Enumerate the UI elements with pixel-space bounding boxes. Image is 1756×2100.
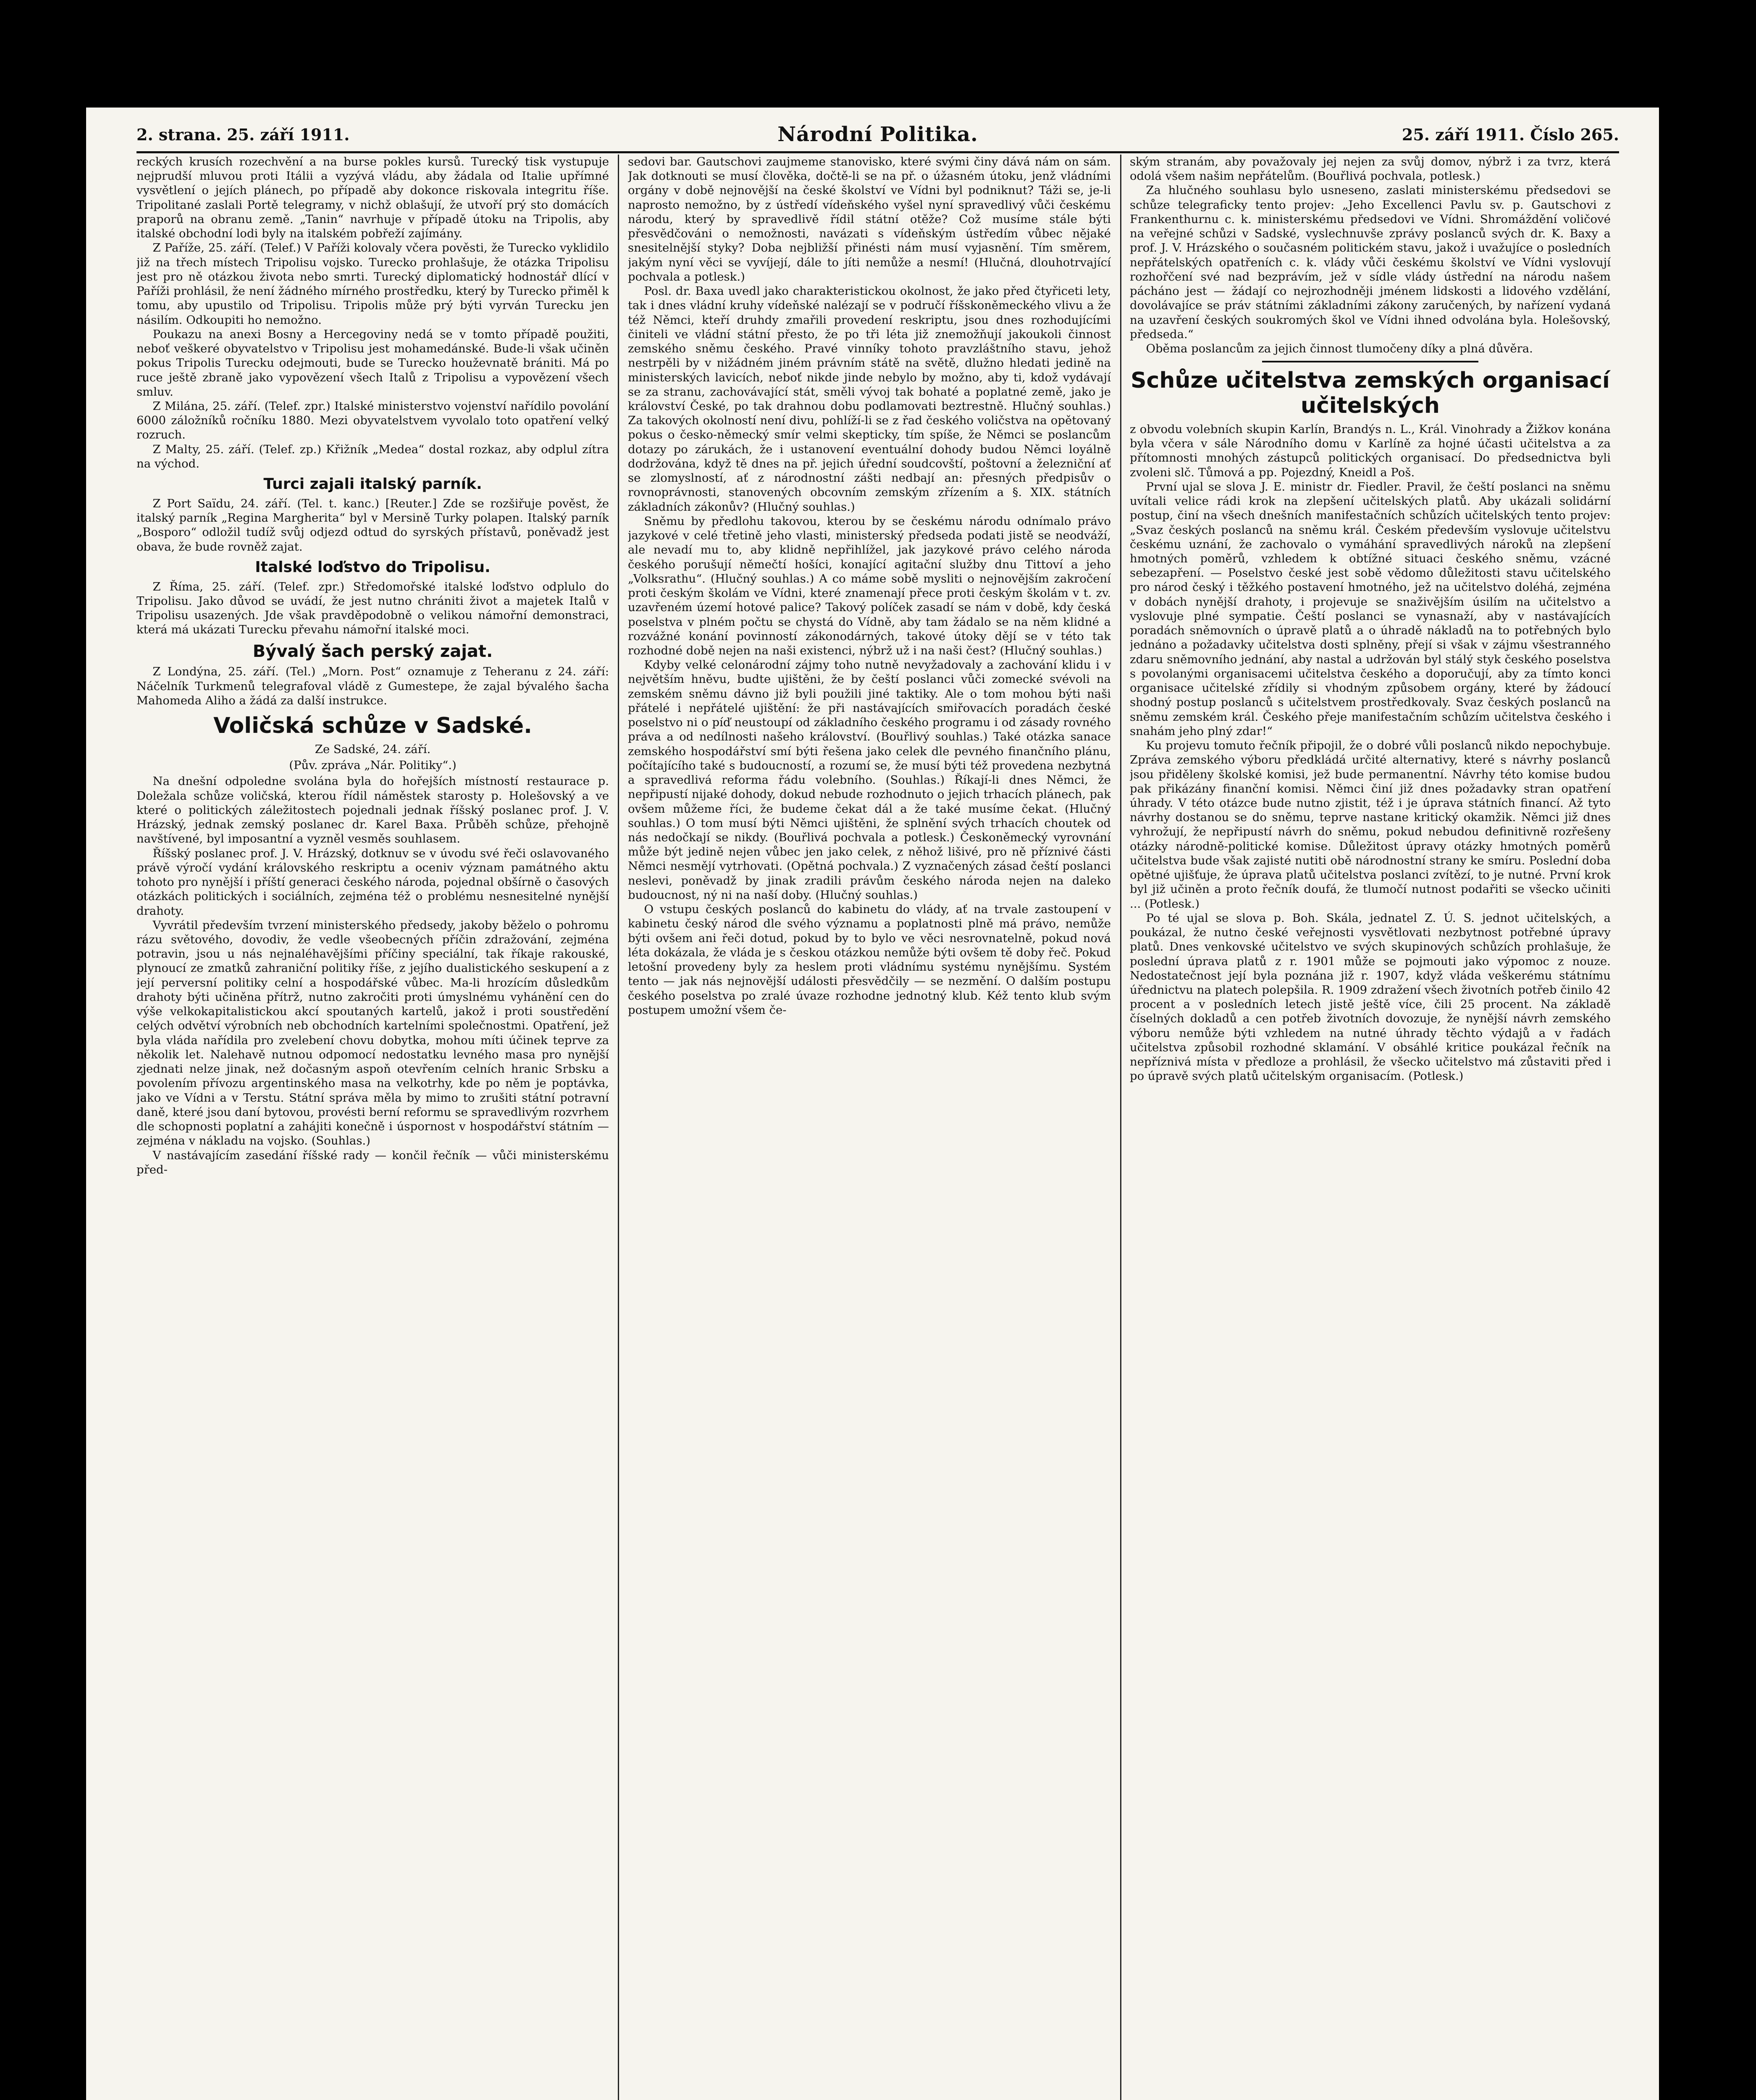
paragraph: Z Milána, 25. září. (Telef. zpr.) Italské ministerstvo vojenství nařídilo povolání 6000 záložníků ročníku 1880. Mezi obyvatelstvem vyvolalo toto opatření velký rozruch.	[136, 399, 609, 442]
paragraph: Posl. dr. Baxa uvedl jako charakteristickou okolnost, že jako před čtyřiceti lety, tak i dnes vládní kruhy vídeňské nalézají se v područí říšskoněmeckého vlivu a že též Němci, kteří druhdy zmařili provedení reskriptu, jsou dnes rozhodujícími činiteli ve vládní státní přesto, že po tři léta již znemožňují jakoukoli činnost zemského sněmu českého. Pravé vinníky tohoto pravzláštního stavu, jehož nestrpěli by v nižádném jiném právním státě na světě, dlužno hledati jedině na ministerských lavicích, neboť nikde jinde nebylo by možno, aby ti, kdož vydávají se za stranu, zachovávající stát, směli vývoj tak bohaté a poplatné země, jako je království České, po tak drahnou dobu podlamovati beztrestně. Hlučný souhlas.) Za takových okolností není divu, pohlíží-li se z řad českého voličstva na opětovaný pokus o česko-německý smír velmi skepticky, tím spíše, že Němci se poslancům dotazy po zárukách, že i ustanovení eventuální dohody budou Němci loyálně dodržována, když tě dnes na př. jejich úřední soudcovští, poštovní a železniční ať se zlomyslností, ať z národnostní zášti nedbají an: přesných předpisův o rovnoprávnosti, stanovených obcovním zemským zřízením a §. XIX. státních základních zákonův? (Hlučný souhlas.)	[628, 284, 1111, 514]
paragraph: Po té ujal se slova p. Boh. Skála, jednatel Z. Ú. S. jednot učitelských, a poukázal, že nutno české veřejnosti vysvětlovati nezbytnost potřebné úpravy platů. Dnes venkovské učitelstvo ve svých skupinových schůzích prohlašuje, že poslední úprava platů z r. 1901 může se pojmouti jako výpomoc z nouze. Nedostatečnost její byla poznána již r. 1907, když vláda veškerému státnímu úřednictvu na platech polepšila. R. 1909 zdražení všech životních potřeb činilo 42 procent a v posledních letech jistě ještě více, čili 25 procent. Na základě číselných dokladů a cen potřeb životních dovozuje, že nynější návrh zemského výboru nemůže býti vzhledem na nutné úhrady těchto výdajů a v řadách učitelstva způsobil rozhodné sklamání. V obsáhlé kritice poukázal řečník na nepříznivá místa v předloze a prohlásil, že všecko učitelstvo má zůstaviti před i po úpravě svých platů učitelským organisacím. (Potlesk.)	[1130, 911, 1611, 1083]
paragraph: Na dnešní odpoledne svolána byla do hořejších místností restaurace p. Doležala schůze voličská, kterou řídil náměstek starosty p. Holešovský a ve které o politických záležitostech pojednali jednak říšský poslanec prof. J. V. Hrázský, jednak zemský poslanec dr. Karel Baxa. Průběh schůze, přehojně navštívené, byl imposantní a vyzněl vesměs souhlasem.	[136, 774, 609, 846]
dateline: Ze Sadské, 24. září.	[315, 742, 431, 756]
paragraph: z obvodu volebních skupin Karlín, Brandýs n. L., Král. Vinohrady a Žižkov konána byla včera v sále Národního domu v Karlíně za hojné účasti učitelstva a za přítomnosti mnohých zástupců politických organisací. Do předsednictva byli zvoleni slč. Tůmová a pp. Pojezdný, Kneidl a Poš.	[1130, 422, 1611, 479]
headline: Italské loďstvo do Tripolisu.	[255, 558, 491, 576]
paragraph: Z Port Saïdu, 24. září. (Tel. t. kanc.) [Reuter.] Zde se rozšiřuje pověst, že italský parník „Regina Margherita“ byl v Mersině Turky polapen. Italský parník „Bosporo“ odložil tudíž svůj odjezd odtud do syrských přístavů, poněvadž jest obava, že bude rovněž zajat.	[136, 496, 609, 554]
masthead-title: Národní Politika.	[777, 123, 978, 146]
paragraph: Oběma poslancům za jejich činnost tlumočeny díky a plná důvěra.	[1146, 342, 1533, 356]
running-header	[136, 116, 1619, 153]
newspaper-page	[86, 108, 1659, 2100]
headline: Voličská schůze v Sadské.	[213, 713, 532, 739]
headline: Schůze učitelstva zemských organisací učitelských	[1131, 368, 1610, 419]
paragraph: Z Londýna, 25. září. (Tel.) „Morn. Post“ oznamuje z Teheranu z 24. září: Náčelník Turkmenů telegrafoval vládě z Gumestepe, že zajal bývalého šacha Mahomeda Aliho a žádá za další instrukce.	[136, 665, 609, 707]
paragraph: Za hlučného souhlasu bylo usneseno, zaslati ministerskému předsedovi se schůze telegraficky tento projev: „Jeho Excellenci Pavlu sv. p. Gautschovi z Frankenthurnu c. k. ministerskému předsedovi ve Vídni. Shromáždění voličové na veřejné schůzi v Sadské, vyslechnuvše zprávy poslanců svých dr. K. Baxy a prof. J. V. Hrázského o současném politickém stavu, jakož i uvažujíce o posledních nepřátelských opatřeních c. k. vlády vůči českému školství ve Vídni vyslovují rozhořčení své nad bezprávím, jež v sídle vlády ústřední na národu našem pácháno jest — žádají co nejrozhodněji jménem lidskosti a lidového vzdělání, dovolávajíce se práv státními základními zákony zaručených, by nařízení vydaná na uzavření českých soukromých škol ve Vídni ihned odvolána byla. Holešovský, předseda.“	[1130, 184, 1611, 341]
section-divider	[1262, 361, 1478, 362]
paragraph: V nastávajícím zasedání říšské rady — končil řečník — vůči ministerskému před-	[136, 1148, 609, 1176]
column-rule	[618, 155, 619, 2100]
paragraph: sedovi bar. Gautschovi zaujmeme stanovisko, které svými činy dává nám on sám. Jak dotknouti se musí člověka, dočtě-li se na př. o úžasném útoku, jenž vládními orgány v době nejnovější na české školství ve Vídni byl podniknut? Táži se, je-li naprosto nemožno, by z ústředí vídeňského vyšel nyní spravedlivý vůči českému národu, který by spravedlivě řídil státní otěže? Což musíme stále býti přesvědčováni o nemožnosti, navázati s vídeňským ústředím vůbec nějaké snesitelnější styky? Doba nejbližší přinésti nám musí vyjasnění. Tím směrem, jakým nyní věci se vyvíjejí, dále to jíti nemůže a nesmí! (Hlučná, dlouhotrvající pochvala a potlesk.)	[628, 155, 1111, 284]
paragraph: O vstupu českých poslanců do kabinetu do vlády, ať na trvale zastoupení v kabinetu český národ dle svého významu a poplatnosti plně má právo, nemůže býti ovšem ani řeči dotud, pokud by to bylo ve věci nesrovnatelně, pokud nová léta dokázala, že vláda je s českou otázkou nemůže býti ovšem tě doby řeč. Pokud letošní provedeny byly za heslem proti vládnímu systému nynějšímu. Systém tento — jak nás nejnovější události přesvědčily — se nezmění. O dalším postupu českého poselstva po zralé úvaze rozhodne jednotný klub. Kéž tento klub svým postupem umožní všem če-	[628, 903, 1111, 1017]
paragraph: První ujal se slova J. E. ministr dr. Fiedler. Pravil, že čeští poslanci na sněmu uvítali velice rádi krok na zlepšení učitelských platů. Aby ukázali solidární postup, činí na všech dnešních manifestačních schůzích učitelských tento projev: „Svaz českých poslanců na sněmu král. Českém především vyslovuje učitelstvu českému uznání, že zachovalo o vymáhání spravedlivých nároků na zlepšení hmotných poměrů, vzhledem k obtížné situaci českého sněmu, vzácné sebezapření. — Poselstvo české jest sobě vědomo důležitosti stavu učitelského pro národ český i těžkého postavení hmotného, jež na učitelstvo doléhá, zejména v dobách nynější drahoty, i projevuje se snaživějším úsilím na učitelstvo a vyslovuje plné sympatie. Čeští poslanci se vynasnaží, aby v nastávajících poradách sněmovních o úpravě platů a o úhradě nákladů na to potřebných bylo jednáno a požadavky učitelstva dosti splněny, přejí si však v zájmu všestranného zdaru sněmovního jednání, aby nastal a udržován byl stálý styk českého poselstva s povolanými organisacemi učitelstva českého a doporučují, aby za tímto konci organisace učitelské zřídily si vhodným způsobem orgány, které by žádoucí shodný postup poslanců s učitelstvem prostředkovaly. Svaz českých poslanců na sněmu zemském král. Českého přeje manifestačním schůzím učitelstva českého i snahám jeho plný zdar!“	[1130, 480, 1611, 738]
paragraph: ským stranám, aby považovaly jej nejen za svůj domov, nýbrž i za tvrz, která odolá všem našim nepřátelům. (Bouřlivá pochvala, potlesk.)	[1130, 155, 1611, 183]
paragraph: Z Malty, 25. září. (Telef. zp.) Křižník „Medea“ dostal rozkaz, aby odplul zítra na východ.	[136, 442, 609, 470]
paragraph: Říšský poslanec prof. J. V. Hrázský, dotknuv se v úvodu své řeči oslavovaného právě výročí vydání královského reskriptu a oceniv význam památného aktu tohoto pro nynější i příští generaci českého národa, pojednal obšírně o časových otázkách politických i sociálních, zejména též o problému nesnesitelné nynější drahoty.	[136, 846, 609, 918]
column-3	[1130, 155, 1611, 2100]
paragraph: reckých krusích rozechvění a na burse pokles kursů. Turecký tisk vystupuje nejprudší mluvou proti Itálii a vyzývá vládu, aby žádala od Italie upřímné vysvětlení o jejích plánech, po případě aby dokonce riskovala integritu říše. Tripolitané zaslali Portě telegramy, v nichž oblašují, že utvoří prý sto domácích praporů na obranu země. „Tanin“ navrhuje v případě útoku na Tripolis, aby italské obchodní lodi byly na italském pobřeží zajímány.	[136, 155, 609, 241]
header-right: 25. září 1911. Číslo 265.	[1402, 125, 1619, 144]
column-rule	[1120, 155, 1121, 2100]
headline: Bývalý šach perský zajat.	[252, 641, 493, 661]
paragraph: Poukazu na anexi Bosny a Hercegoviny nedá se v tomto případě použiti, neboť veškeré obyvatelstvo v Tripolisu jest mohamedánské. Bude-li však učiněn pokus Tripolis Turecku odejmouti, bude se Turecko houževnatě brániti. Má po ruce ještě zbraně jako vypovězení všech Italů z Tripolisu a vypovězení všech smluv.	[136, 327, 609, 399]
paragraph: Ku projevu tomuto řečník připojil, že o dobré vůli poslanců nikdo nepochybuje. Zpráva zemského výboru předkládá určité alternativy, které s návrhy poslanců jsou přiděleny školské komisi, jež bude permanentní. Návrhy této komise budou pak přikázány finanční komisi. Němci činí již dnes požadavky stran opatření úhrady. V této otázce bude nutno zjistit, též i je úprava státních financí. Až tyto návrhy dostanou se do sněmu, teprve nastane kritický okamžik. Němci již dnes vyhrožují, že nepřipustí návrh do sněmu, pokud nebudou definitivně rozřešeny otázky národně-politické komise. Důležitost úpravy otázky hmotných poměrů učitelstva bude však zajisté nutiti obě národnostní strany ke smíru. Poslední doba opětné ujišťuje, že úprava platů učitelstva poslanci zvítězí, to je nutné. První krok byl již učiněn a proto řečník doufá, že tlumočí nutnost podařiti se všecko učiniti ... (Potlesk.)	[1130, 739, 1611, 911]
paragraph: Z Říma, 25. září. (Telef. zpr.) Středomořské italské loďstvo odplulo do Tripolisu. Jako důvod se uvádí, že jest nutno chrániti život a majetek Italů v Tripolisu usazených. Jde však pravděpodobně o velikou námořní demonstraci, která má ukázati Turecku převahu námořní italské moci.	[136, 580, 609, 637]
source-note: (Pův. zpráva „Nár. Politiky“.)	[289, 759, 457, 772]
paragraph: Kdyby velké celonárodní zájmy toho nutně nevyžadovaly a zachování klidu i v největším hněvu, budte ujištěni, že by čeští poslanci vůči zomecké svévoli na zemském sněmu dávno již byli použili jiné taktiky. Ale o tom mohou býti naši přátelé i nepřátelé ujištění: že při nastávajících smiřovacích poradách české poselstvo ni o píď neustoupí od základního českého programu i od zásady rovného práva a od nedílnosti našeho království. (Bouřlivý souhlas.) Také otázka sanace zemského hospodářství smí býti řešena jako celek dle pevného finančního plánu, počítajícího také s budoucností, a rozumí se, že musí býti též provedena nezbytná a spravedlivá reforma řádu volebního. (Souhlas.) Říkají-li dnes Němci, že nepřipustí nijaké dohody, dokud nebude rozhodnuto o jejich trhacích plánech, pak ovšem můžeme říci, že budeme čekat dál a že také musíme čekat. (Hlučný souhlas.) O tom musí býti Němci ujištěni, že splnění svých trhacích choutek od nás nedočkají se nikdy. (Bouřlivá pochvala a potlesk.) Českoněmecký vyrovnání může být jedině nejen vůbec jen jako celek, z něhož lišivé, pro ně příznivé části Němci nesmějí vytrhovati. (Opětná pochvala.) Z vyznačených zásad čeští poslanci neslevi, poněvadž by jinak zradili právům českého národa nejen na daleko budoucnost, ný ni na naší doby. (Hlučný souhlas.)	[628, 658, 1111, 902]
paragraph: Vyvrátil především tvrzení ministerského předsedy, jakoby běželo o pohromu rázu světového, dovodiv, že vedle všeobecných příčin zdražování, zejména potravin, jsou u nás nejnaléhavějšími příčiny speciální, tak říkaje rakouské, plynoucí ze zmatků zahraniční politiky říše, z jejího dualistického seskupení a z její perversní politiky celní a hospodářské vůbec. Ma-li hrozícím důsledkům drahoty býti učiněna přítrž, nutno zakročiti proti úmyslnému vyhánění cen do výše velkokapitalistickou akcí spoutaných kartelů, jakož i proti soustředění celých odvětví výrobních neb obchodních kartelními společnostmi. Opatření, jež byla vláda nařídila pro zvelebení chovu dobytka, mohou míti účinek teprve za několik let. Nalehavě nutnou odpomocí nedostatku levného masa pro nynější zjednati nelze jinak, než dočasným aspoň otevřením celních hranic Srbsku a povolením přívozu argentinského masa na velkotrhy, kde po něm je poptávka, jako ve Vídni a v Terstu. Státní správa měla by mimo to zrušiti státní potravní daně, které jsou daní bytovou, provésti berní reformu se spravedlivým rozvrhem dle schopnosti poplatní a zahájiti konečně i úspornost v hospodářství státním — zejména v nákladu na vojsko. (Souhlas.)	[136, 918, 609, 1148]
headline: Turci zajali italský parník.	[263, 475, 482, 493]
column-1	[136, 155, 609, 2100]
column-2	[628, 155, 1111, 2100]
paragraph: Sněmu by předlohu takovou, kterou by se českému národu odnímalo právo jazykové v celé třetině jeho vlasti, ministerský předseda podati jistě se neodváží, ale nevadí mu to, aby klidně nepřihlížel, jak jazykové právo celého národa českého porušují němečtí hošíci, konající agitační služby dnu Tittoví a jeho „Volksrathu“. (Hlučný souhlas.) A co máme sobě mysliti o nejnovějším zakročení proti českým školám ve Vídni, které znamenají přece proti českým školám v t. zv. uzavřeném území hotové palice? Takový políček zasadí se nám v době, kdy česká poselstva v plném počtu se chystá do Vídně, aby tam žádalo se na něm klidné a rozvážné konání povinností zákonodárných, takové útoky dějí se v této tak rozhodné době nejen na naši existenci, nýbrž už i na naši čest? (Hlučný souhlas.)	[628, 514, 1111, 657]
header-left: 2. strana. 25. září 1911.	[136, 125, 350, 144]
paragraph: Z Paříže, 25. září. (Telef.) V Paříži kolovaly včera pověsti, že Turecko vyklidilo již na třech místech Tripolisu vojsko. Turecko prohlašuje, že otázka Tripolisu jest pro ně otázkou života nebo smrti. Turecký diplomatický hodnostář dlící v Paříži prohlásil, že není žádného mírného prostředku, který by Turecko přiměl k tomu, aby upustilo od Tripolisu. Tripolis může prý býti vyrván Turecku jen násilím. Odkoupiti ho nemožno.	[136, 241, 609, 327]
